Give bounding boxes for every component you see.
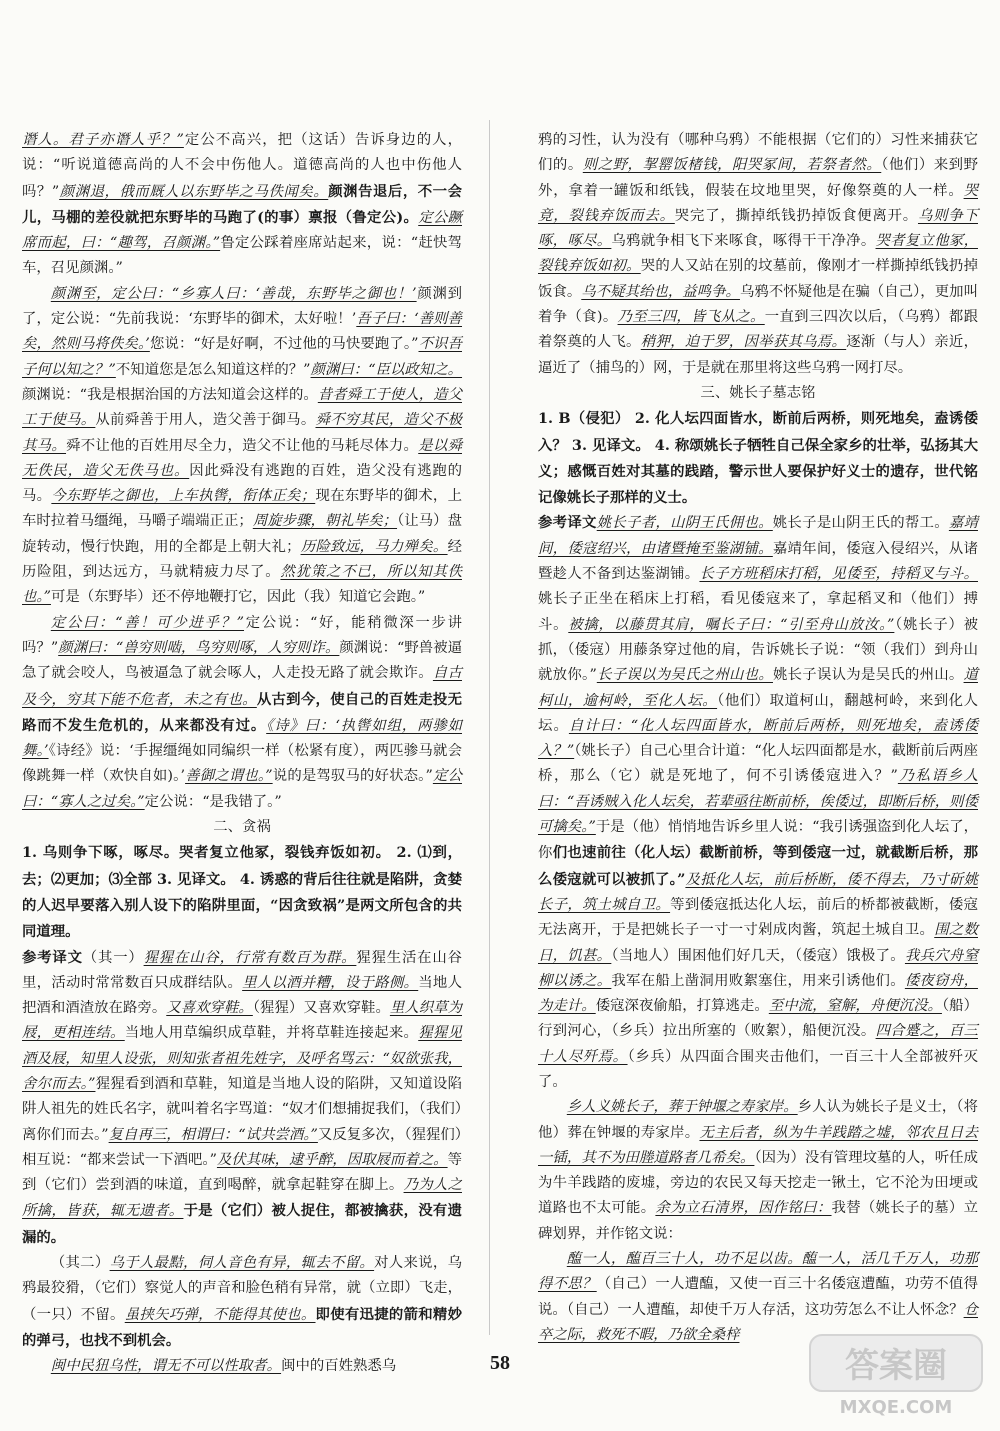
- original-text: 定公曰：“寡人之过矣。”: [22, 768, 462, 810]
- left-column: [22, 128, 462, 1380]
- original-text: 则之野，挈罂饭楮钱，阳哭冢间，若祭者然。: [582, 157, 882, 174]
- translation-text: 闽中的百姓熟悉乌: [281, 1358, 397, 1375]
- original-text: 里人织草为屐，更相连结。: [22, 1000, 462, 1042]
- translation-text: 猩猩生活在山谷里，活动时常常数百只成群结队。: [22, 949, 462, 991]
- original-text: 乃私语乡人曰：“吾诱贼入化人坛矣，若辈亟往断前桥，俟倭过，即断后桥，则倭可擒矣。”: [538, 768, 978, 836]
- translation-text: 因此舜没有逃跑的百姓，造父没有逃跑的马。: [22, 462, 462, 505]
- original-text: 又喜欢穿鞋。: [166, 1000, 253, 1017]
- translation-text: 一直到三四次以后，（乌鸦）都跟着祭奠的人飞。: [538, 309, 978, 351]
- translation-text: 定公说：“好，能稍微深一步讲吗？”: [22, 614, 463, 656]
- original-text: 定公蹶席而起，曰：“趣驾，召颜渊。”: [22, 209, 462, 252]
- original-text: 被擒，以藤贯其肩，嘱长子曰：“引至舟山放汝。”: [568, 616, 895, 633]
- original-text: 乡人义姚长子，葬于钟堰之寿家岸。: [566, 1099, 798, 1116]
- translation-text: （乡兵）从四面合围夹击他们，一百三十人全部被歼灭了。: [538, 1048, 978, 1090]
- translation-text: 二、贪祸: [213, 819, 271, 836]
- translation-text: （猩猩）又喜欢穿鞋。: [252, 1000, 390, 1017]
- translation-text: 三、姚长子墓志铭: [700, 384, 816, 401]
- translation-text: 当地人用草编织成草鞋，并将草鞋连接起来。: [124, 1025, 419, 1042]
- right-column: [538, 128, 978, 1348]
- translation-text: 倭寇深夜偷船，打算逃走。: [595, 998, 769, 1015]
- page-number: 58: [490, 1352, 510, 1374]
- translation-text: 舜不让他的百姓用尽全力，造父不让他的马耗尽体力。: [66, 437, 419, 454]
- paragraph: [22, 611, 462, 815]
- original-text: 舜不穷其民，造父不极其马。: [22, 412, 462, 454]
- translation-text: 哭完了，撕掉纸钱扔掉饭食便离开。: [674, 207, 918, 224]
- translation-text: （姚长子）被抓，（倭寇）用藤条穿过他的肩，告诉姚长子说：“领（我们）到舟山就放你。”: [538, 616, 978, 684]
- section-label: 参考译文: [22, 949, 83, 966]
- original-text: 复自再三，相谓曰：“试共尝酒。”: [108, 1126, 318, 1143]
- translation-text: 对人来说，乌鸦最狡猾，（它们）察觉人的声音和脸色稍有异常，就（立即）飞走，（一只）不留。: [22, 1255, 462, 1323]
- bold-text: 即使有迅捷的箭和精妙的弹弓，也找不到机会。: [22, 1305, 462, 1349]
- original-text: 谮人。君子亦谮人乎？”: [22, 132, 184, 148]
- translation-text: 哭的人又站在别的坟墓前，像刚才一样撕掉纸钱扔掉饭食。: [538, 258, 978, 300]
- original-text: 长子误以为吴氏之州山也。: [596, 667, 773, 684]
- watermark-text: 答案圈: [845, 1346, 947, 1386]
- original-text: 乌不疑其绐也，益鸣争。: [581, 283, 740, 300]
- translation-text: 我替（姚长子的墓）立碑划界，并作铭文说：: [538, 1200, 978, 1242]
- translation-text: 《诗经》说：‘手握缰绳如同编织一样（松紧有度），两匹骖马就会像跳舞一样（欢快自如)。’: [22, 743, 462, 785]
- original-text: 乌则争下啄，啄尽。: [538, 207, 978, 250]
- paragraph: [22, 946, 462, 1252]
- translation-text: 嘉靖年间，倭寇入侵绍兴，从诸暨趁人不备到达鉴湖铺。: [538, 540, 978, 583]
- translation-text: 不知道您是怎么知道这样的？”: [115, 361, 311, 378]
- original-text: 是以舜无佚民，造父无佚马也。: [22, 437, 462, 479]
- original-text: 颜渊曰：“臣以政知之。: [310, 361, 463, 378]
- section-heading: [22, 815, 462, 840]
- original-text: 颜渊至，定公曰：“乡寡人曰：‘善哉，东野毕之御也！’: [50, 285, 417, 302]
- original-text: 嘉靖间，倭寇绍兴，由诸暨掩至鉴湖铺。: [538, 515, 978, 557]
- original-text: 虽挟矢巧弹，不能得其使也。: [124, 1306, 316, 1323]
- original-text: 颜渊退，俄而厩人以东野毕之马佚闻矣。: [59, 183, 329, 200]
- bold-text: 从古到今，使自己的百姓走投无路而不发生危机的，从来都没有过。: [22, 690, 462, 734]
- translation-text: （自己）一人遭醢，又使一百三十名倭寇遭醢，功劳不值得说。（自己）一人遭醢，却使千万人存活，这功劳怎么不让人怀念？: [538, 1276, 978, 1318]
- original-text: 自古及今，穷其下能不危者，未之有也。: [22, 665, 462, 708]
- translation-text: 逐渐（与人）亲近，逼近了（捕鸟的）网，于是就在那里将这些乌鸦一网打尽。: [538, 334, 978, 376]
- paragraph: [538, 128, 978, 381]
- translation-text: 等到（它们）尝到酒的味道，直到喝醉，就拿起鞋穿在脚上。: [22, 1151, 462, 1194]
- paragraph: [22, 840, 462, 945]
- original-text: 定公曰：“善！可少进乎？”: [50, 614, 245, 631]
- translation-text: 等到倭寇抵达化人坛，前后的桥都被截断，倭寇无法离开，于是把姚长子一寸一寸剁成肉酱，筑起土城自卫。: [538, 896, 978, 939]
- bold-text: 颜渊告退后，不一会儿，马棚的差役就把东野毕的马跑了(的事）禀报（鲁定公)。: [22, 182, 462, 226]
- translation-text: （其二）: [50, 1255, 110, 1272]
- original-text: 乃为人之所擒，皆获，辄无遗者。: [22, 1177, 462, 1220]
- original-text: 里人以酒并糟，设于路侧。: [242, 974, 419, 991]
- translation-text: 经历险阻，到达远方，马就精疲力尽了。: [22, 538, 462, 581]
- original-text: 自计曰：“化人坛四面皆水，断前后两桥，则死地矣，盍诱倭入？”: [538, 717, 978, 760]
- original-text: 无主后者，纵为牛羊践踏之墟，邻农且日去一锸，其不为田塍道路者几希矣。: [538, 1124, 978, 1166]
- translation-text: 当地人把酒和酒渣放在路旁。: [22, 974, 462, 1017]
- translation-text: 乌鸦不怀疑他是在骗（自己），更加叫着争（食)。: [538, 283, 978, 326]
- translation-text: （因为）没有管理坟墓的人，听任成为牛羊践踏的废墟，旁边的农民又每天挖走一锹土，它不沦为田埂或道路也不太可能。: [538, 1149, 978, 1217]
- original-text: 四合蹙之，百三十人尽歼焉。: [538, 1023, 978, 1065]
- original-text: 猩猩见酒及屐，知里人设张，则知张者祖先姓字，及呼名骂云：: [22, 1025, 462, 1067]
- translation-text: 猩猩看到酒和草鞋，知道是当地人设的陷阱，又知道设陷阱人祖先的姓氏名字，就叫着名字骂道：“奴才们想捕捉我们，（我们）离你们而去。”: [22, 1075, 462, 1143]
- translation-text: 颜渊到了，定公说：“先前我说：‘东野毕的御术，太好啦！’: [22, 285, 462, 328]
- section-heading: [538, 381, 978, 406]
- original-text: 颜渊曰：“兽穷则啮，鸟穷则啄，人穷则诈。: [58, 639, 340, 656]
- original-text: 仓卒之际，救死不暇，乃欲全桑梓: [538, 1301, 978, 1343]
- original-text: 《诗》曰：‘执辔如组，两骖如舞。’: [22, 717, 462, 760]
- original-text: 周旋步骤，朝礼毕矣；: [252, 513, 398, 530]
- original-text: 道柯山，逾柯岭，至化人坛。: [538, 667, 978, 709]
- translation-text: 鸦的习性，认为没有（哪种乌鸦）不能根据（它们的）习性来捕获它们的。: [538, 132, 978, 174]
- column-divider: [489, 120, 490, 1335]
- original-text: 倭夜窃舟，为走计。: [538, 972, 978, 1015]
- original-text: 长子方班稻床打稻，见倭至，持稻叉与斗。: [699, 566, 978, 583]
- translation-text: 定公不高兴，把（这话）告诉身边的人，说：“听说道德高尚的人不会中伤他人。道德高尚的人也中伤他人吗？”: [22, 132, 462, 200]
- translation-text: 我军在船上凿洞用败絮塞住，用来引诱他们。: [611, 972, 905, 989]
- original-text: 及伏其味，逮乎醉，因取屐而着之。: [216, 1151, 448, 1168]
- translation-text: 说的是驾驭马的好状态。”: [272, 768, 433, 785]
- original-text: 哭者复立他冢，裂钱弃饭如初。: [538, 233, 978, 275]
- bold-text: 1. 乌则争下啄，啄尽。哭者复立他冢，裂钱弃饭如初。 2. ⑴到，去；⑵更加；⑶全部 3. 见译文。 4. 诱惑的背后往往就是陷阱，贪婪的人迟早要落入别人设下的陷阱里面，“因贪致祸”是两文所包含的共同道理。: [22, 844, 462, 941]
- original-text: 醢一人，醢百三十人，功不足以齿。醢一人，活几千万人，功那得不思？: [538, 1251, 978, 1293]
- paragraph: [22, 282, 462, 611]
- translation-text: （姚长子）自己心里合计道：“化人坛四面都是水，截断前后两座桥，那么（它）就是死地了，何不引诱倭寇进入？”: [538, 743, 978, 785]
- original-text: 闽中民狃乌性，谓无不可以性取者。: [50, 1358, 282, 1375]
- paragraph: [538, 406, 978, 511]
- watermark-url: MXQE.COM: [839, 1397, 953, 1418]
- paragraph: [22, 1251, 462, 1354]
- translation-text: （其一）: [82, 949, 144, 966]
- original-text: 乌于人最黠，伺人音色有异，辄去不留。: [109, 1255, 375, 1272]
- bold-text: 于是（它们）被人捉住，都被擒获，没有遗漏的。: [22, 1202, 462, 1246]
- original-text: 围之数日，饥甚。: [538, 922, 978, 964]
- translation-text: 可是（东野毕）还不停地鞭打它，因此（我）知道它会跑。”: [50, 589, 426, 606]
- watermark-logo: [806, 1329, 986, 1419]
- translation-text: 乌鸦就争相飞下来啄食，啄得干干净净。: [611, 233, 876, 250]
- original-text: 今东野毕之御也，上车执辔，衔体正矣；: [51, 488, 316, 505]
- original-text: 乃至三四，皆飞从之。: [617, 309, 765, 326]
- bold-text: 1. B（侵犯） 2. 化人坛四面皆水，断前后两桥，则死地矣，盍诱倭入？ 3. 见译文。 4. 称颂姚长子牺牲自己保全家乡的壮举，弘扬其大义；感慨百姓对其墓的践踏，警示世人要保护好义士的遗存，世代铭记像姚长子那样的义士。: [538, 410, 978, 507]
- translation-text: （他们）取道柯山，翻越柯岭，来到化人坛。: [538, 692, 978, 734]
- translation-text: 乡人认为姚长子是义士，（将他）葬在钟堰的寿家岸。: [538, 1099, 978, 1141]
- original-text: 哭竟，裂钱弃饭而去。: [538, 182, 978, 224]
- original-text: 姚长子者，山阴王氏佣也。: [596, 515, 773, 532]
- section-label: 参考译文: [538, 515, 597, 532]
- original-text: “奴欲张我，舍尔而去。”: [22, 1050, 462, 1092]
- original-text: 至中流，窒解，舟便沉没。: [768, 998, 942, 1015]
- original-text: 猩猩在山谷，行常有数百为群。: [143, 949, 357, 966]
- translation-text: 定公说：“是我错了。”: [144, 793, 282, 810]
- translation-text: 姚长子误认为是吴氏的州山。: [772, 667, 964, 684]
- translation-text: 于是（他）悄悄地告诉乡里人说：“我引诱强盗到化人坛了，你: [538, 819, 978, 862]
- bold-text: 们也速前往（化人坛）截断前桥，等到倭寇一过，就截断后桥，那么倭寇就可以被抓了。”: [538, 844, 978, 888]
- translation-text: 又反复多次，（猩猩们）相互说：“都来尝试一下酒吧。”: [22, 1126, 462, 1168]
- translation-text: 姚长子是山阴王氏的帮工。: [772, 515, 949, 532]
- original-text: 及抵化人坛，前后桥断，倭不得去，乃寸斫姚长子，筑土城自卫。: [538, 871, 978, 913]
- original-text: 然犹策之不已，所以知其佚也。”: [22, 564, 462, 606]
- original-text: 余为立石清界，因作铭曰：: [655, 1200, 832, 1217]
- translation-text: 鲁定公踩着座席站起来，说：“赶快驾车，召见颜渊。”: [22, 235, 463, 277]
- translation-text: （船）行到河心，（乡兵）拉出所塞的（败絮），船便沉没。: [538, 998, 978, 1040]
- original-text: 善御之谓也。”: [185, 768, 273, 785]
- original-text: 我兵穴舟窒柳以诱之。: [538, 947, 978, 989]
- paragraph: [538, 1095, 978, 1247]
- translation-text: 您说：“好是好啊，不过他的马快要跑了。”: [149, 336, 419, 353]
- translation-text: 现在东野毕的御术，上车时拉着马缰绳，马嚼子端端正正；: [22, 488, 462, 530]
- translation-text: 从前舜善于用人，造父善于御马。: [95, 412, 316, 429]
- translation-text: （让马）盘旋转动，慢行快跑，用的全都是上朝大礼；: [22, 513, 462, 555]
- translation-text: 姚长子正坐在稻床上打稻，看见倭寇来了，拿起稻叉和（他们）搏斗。: [538, 591, 978, 633]
- translation-text: （他们）来到野外，拿着一罐饭和纸钱，假装在坟地里哭，好像祭奠的人一样。: [538, 157, 978, 199]
- paragraph: [538, 511, 978, 1095]
- original-text: 昔者舜工于使人，造父工于使马。: [22, 386, 462, 429]
- original-text: 历险致远，马力殚矣。: [300, 538, 448, 555]
- paragraph: [22, 128, 462, 282]
- original-text: 吾子曰：‘善则善矣，然则马将佚矣。’: [22, 311, 463, 353]
- translation-text: （当地人）围困他们好几天，（倭寇）饿极了。: [611, 947, 905, 964]
- translation-text: 颜渊说：“我是根据治国的方法知道会这样的。: [22, 386, 318, 403]
- original-text: 稍狎，迫于罗，因举获其乌焉。: [640, 334, 847, 351]
- original-text: 不识吾子何以知之？”: [22, 336, 462, 378]
- translation-text: 颜渊说：“野兽被逼急了就会咬人，鸟被逼急了就会啄人，人走投无路了就会欺诈。: [22, 639, 463, 682]
